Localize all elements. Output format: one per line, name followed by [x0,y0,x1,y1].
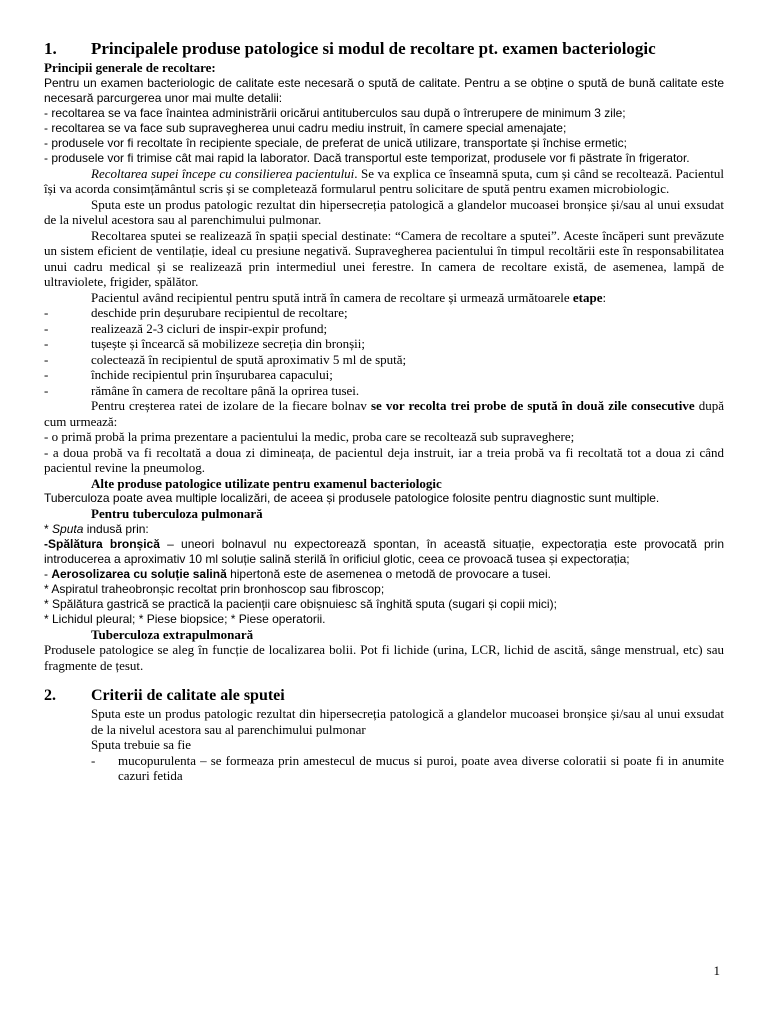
counsel-rest: . Se va explica ce înseamnă sputa, cum și când se recoltează. Pacientul își va acorda consimțământul scris și se completează formularul pentru solicitare de spută pentru examen microbiologic. [44,165,724,196]
samples-paragraph [44,398,724,429]
room-paragraph: Recoltarea sputei se realizează în spații special destinate: “Camera de recoltare a sputei”. Aceste încăperi sunt prevăzute un sistem eficient de ventilație, ideal cu presiune negativă. Supravegherea pacientului în timpul recoltării este în responsabilitatea unui cadru medical și se realizează prin intermediul unei ferestre. In camera de recoltare există, de asemenea, lampă de ultraviolete, frigider, spălător. [44,227,724,289]
step-text: închide recipientul prin înșurubarea capacului; [91,367,333,382]
step-dash: - [44,367,49,382]
step-dash: - [44,305,49,320]
aerosol-paragraph [44,567,724,582]
step-dash: - [44,336,49,351]
sputum-definition: Sputa este un produs patologic rezultat din hipersecreția patologică a glandelor mucoasei bronșice și/sau al unui exsudat de la nivelul acestora sau al parenchimului pulmonar. [44,196,724,227]
star-item: * Lichidul pleural; * Piese biopsice; * Piese operatorii. [44,611,326,626]
samples-bold: se vor recolta trei probe de spută în două zile consecutive [370,398,695,413]
principles-title: Principii generale de recoltare: [44,60,216,75]
step-text: deschide prin deșurubare recipientul de recoltare; [91,305,348,320]
aerosol-prefix: - [44,566,52,581]
sample-item: - a doua probă va fi recoltată a doua zi dimineața, de pacientul deja instruit, iar a treia probă va fi recoltată tot a doua zi când pacientul revine la pneumolog. [44,444,724,475]
sputa-italic: Sputa [52,521,84,536]
intro-paragraph: Pentru un examen bacteriologic de calitate este necesară o spută de calitate. Pentru a se obține o spută de bună calitate este necesară parcurgerea unor mai multe detalii: [44,75,724,105]
lavage-paragraph [44,537,724,567]
rule-item: - produsele vor fi recoltate în recipiente speciale, de preferat de unică utilizare, transportate și închise ermetic; [44,135,627,150]
step-dash: - [44,382,49,398]
steps-intro-bold: etape [572,289,603,305]
criteria-item [44,753,724,784]
sample-item: - o primă probă la prima prezentare a pacientului la medic, proba care se recoltează sub supraveghere; [44,429,575,444]
rule-item: - produsele vor fi trimise cât mai rapid la laborator. Dacă transportul este temporizat, produsele vor fi păstrate în frigerator. [44,150,690,165]
section-1-heading [44,38,724,60]
sputa-line [44,522,724,537]
sputa-rest: indusă prin: [83,521,149,536]
star-item: * Spălătura gastrică se practică la pacienții care obișnuiesc să înghită sputa (sugari și copii mici); [44,596,557,611]
lavage-rest: – uneori bolnavul nu expectorează spontan, în această situație, expectorația este provocată prin introducerea a aproximativ 10 ml soluție salină sterilă în orificiul glotic, ceea ce provoacă tusea și expectorația; [44,536,725,566]
rule-item: - recoltarea se va face sub supravegherea unui cadru mediu instruit, în camere special amenajate; [44,120,567,135]
steps-intro [44,290,724,306]
steps-intro-text: Pacientul având recipientul pentru spută intră în camera de recoltare și urmează următoarele [91,289,573,305]
other-products-intro: Tuberculoza poate avea multiple localizări, de aceea și produsele patologice folosite pentru diagnostic sunt multiple. [44,491,660,505]
criteria-must: Sputa trebuie sa fie [91,737,191,752]
section-2-heading [44,686,724,706]
criteria-text: mucopurulenta – se formeaza prin amestecul de mucus si puroi, poate avea diverse coloratii si poate fi in anumite cazuri fetida [118,752,724,783]
extrapulmonary-text: Produsele patologice se aleg în funcție de localizarea bolii. Pot fi lichide (urina, LCR, lichid de ascită, sânge menstrual, etc) sau fragmente de țesut. [44,642,724,673]
aerosol-bold: Aerosolizarea cu soluție salină [51,566,227,581]
pulmonary-title: Pentru tuberculoza pulmonară [91,506,263,521]
step-dash: - [44,320,49,336]
step-item [44,383,724,399]
aerosol-rest: hipertonă este de asemenea o metodă de provocare a tusei. [226,566,551,581]
step-item [44,352,724,368]
star-item: * Aspiratul traheobronșic recoltat prin bronhoscop sau fibroscop; [44,581,385,596]
step-text: colectează în recipientul de spută aproximativ 5 ml de spută; [91,351,407,367]
step-item [44,321,724,337]
step-item [44,367,724,383]
criteria-dash: - [91,752,96,768]
section-title: Principalele produse patologice si modul de recoltare pt. examen bacteriologic [91,39,656,58]
page-number: 1 [713,963,720,978]
counsel-paragraph [44,166,724,197]
steps-intro-end: : [602,289,607,305]
lavage-bold: -Spălătura bronșică [44,536,160,551]
extrapulmonary-title: Tuberculoza extrapulmonară [91,626,254,642]
step-text: realizează 2-3 cicluri de inspir-expir profund; [91,320,328,336]
step-item [44,336,724,352]
document-page [44,38,724,784]
criteria-definition: Sputa este un produs patologic rezultat din hipersecreția patologică a glandelor mucoasei bronșice și/sau al unui exsudat de la nivelul acestora sau al parenchimului pulmonar [91,706,724,737]
section-title: Criterii de calitate ale sputei [91,687,285,704]
step-text: tușește și încearcă să mobilizeze secreția din bronșii; [91,336,365,351]
section-number: 1. [44,39,57,58]
samples-end: după cum urmează: [44,398,724,429]
step-text: rămâne în camera de recoltare până la oprirea tusei. [91,382,360,398]
step-item [44,305,724,321]
rule-item: - recoltarea se va face înaintea administrării oricărui antituberculos sau după o întrerupere de minimum 3 zile; [44,105,626,120]
star-bullet: * [44,521,53,536]
samples-text: Pentru creșterea ratei de izolare de la fiecare bolnav [91,398,371,413]
step-dash: - [44,351,49,367]
counsel-italic: Recoltarea supei începe cu consilierea pacientului [91,165,355,181]
section-number: 2. [44,687,56,704]
other-products-title: Alte produse patologice utilizate pentru examenul bacteriologic [91,475,442,491]
